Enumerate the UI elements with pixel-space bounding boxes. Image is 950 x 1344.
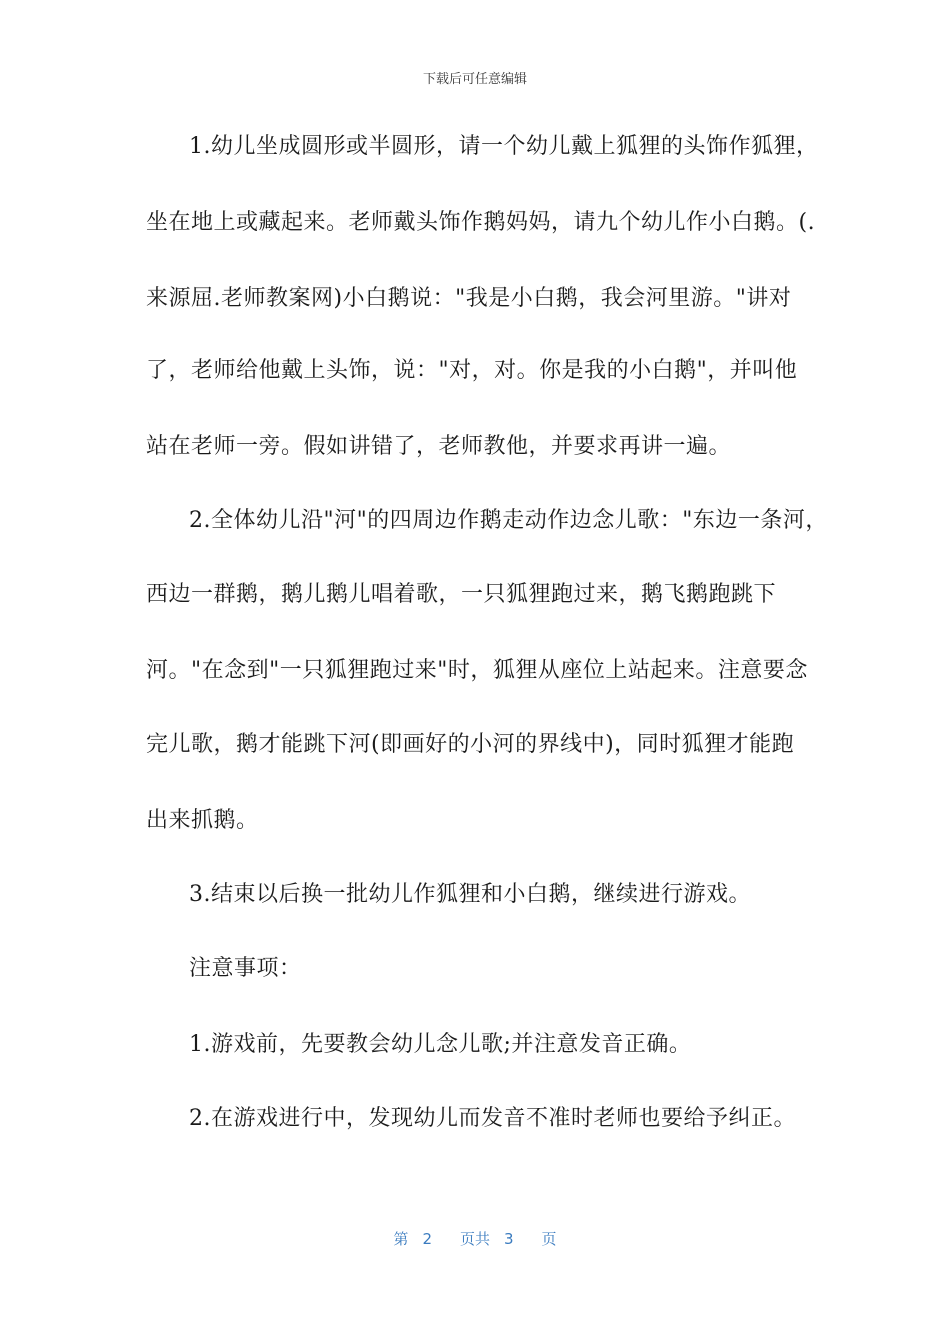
- paragraph-1-line-4: 了，老师给他戴上头饰，说："对，对。你是我的小白鹅"，并叫他: [146, 358, 798, 383]
- footer-page-number: 2: [422, 1230, 432, 1248]
- page-footer: [0, 1228, 950, 1249]
- paragraph-1-line-1: 1.幼儿坐成圆形或半圆形，请一个幼儿戴上狐狸的头饰作狐狸，: [189, 134, 819, 159]
- note-item-2: 2.在游戏进行中，发现幼儿而发音不准时老师也要给予纠正。: [189, 1106, 796, 1131]
- note-item-1: 1.游戏前，先要教会幼儿念儿歌;并注意发音正确。: [189, 1032, 692, 1057]
- notes-heading: 注意事项：: [189, 956, 302, 981]
- paragraph-1-line-3: 来源屈.老师教案网)小白鹅说："我是小白鹅，我会河里游。"讲对: [146, 286, 792, 311]
- page-header: 下载后可任意编辑: [422, 72, 527, 87]
- paragraph-2-line-2: 西边一群鹅，鹅儿鹅儿唱着歌，一只狐狸跑过来，鹅飞鹅跑跳下: [146, 582, 777, 607]
- paragraph-2-line-1: 2.全体幼儿沿"河"的四周边作鹅走动作边念儿歌："东边一条河，: [189, 508, 828, 533]
- paragraph-2-line-3: 河。"在念到"一只狐狸跑过来"时，狐狸从座位上站起来。注意要念: [146, 658, 808, 683]
- footer-total-pages: 3: [504, 1230, 514, 1248]
- footer-di: 第: [393, 1230, 409, 1248]
- paragraph-1-line-2: 坐在地上或藏起来。老师戴头饰作鹅妈妈，请九个幼儿作小白鹅。(.: [146, 210, 816, 235]
- paragraph-3-line-1: 3.结束以后换一批幼儿作狐狸和小白鹅，继续进行游戏。: [189, 882, 751, 907]
- paragraph-2-line-4: 完儿歌，鹅才能跳下河(即画好的小河的界线中)，同时狐狸才能跑: [146, 732, 795, 757]
- paragraph-2-line-5: 出来抓鹅。: [146, 808, 259, 833]
- footer-ye-gong: 页共: [459, 1230, 490, 1248]
- footer-ye: 页: [541, 1230, 557, 1248]
- paragraph-1-line-5: 站在老师一旁。假如讲错了，老师教他，并要求再讲一遍。: [146, 434, 732, 459]
